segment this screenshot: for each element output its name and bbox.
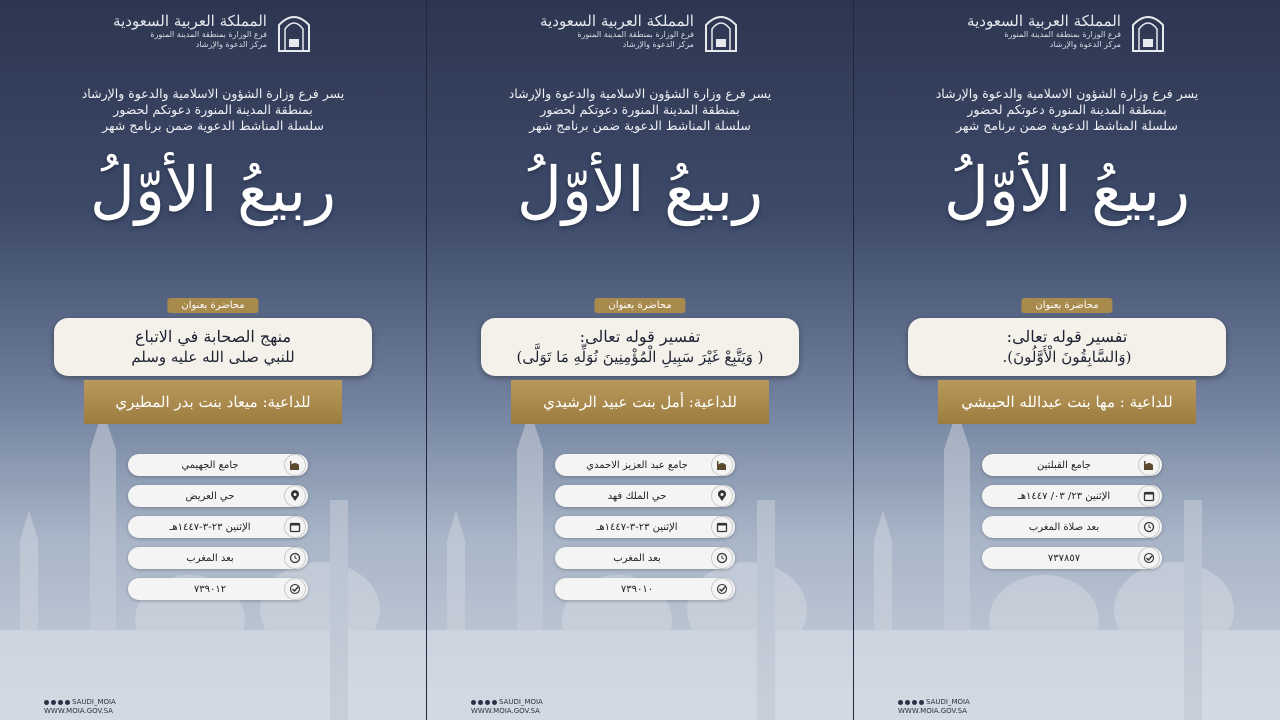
poster-1 [0, 0, 427, 720]
info-row-location: جامع القبلتين [982, 454, 1162, 476]
event-info-list [555, 454, 735, 609]
footer: SAUDI_MOIA WWW.MOIA.GOV.SA [898, 698, 970, 715]
info-row-code: ٧٣٧٨٥٧ [982, 547, 1162, 569]
info-row-date: الإثنين ٢٣-٣-١٤٤٧هـ [555, 516, 735, 538]
calendar-icon [1138, 485, 1160, 507]
mosque-icon [1138, 454, 1160, 476]
info-row-district: حي الملك فهد [555, 485, 735, 507]
checkmark-icon [711, 578, 733, 600]
info-row-time: بعد المغرب [555, 547, 735, 569]
clock-icon [1138, 516, 1160, 538]
invitation-text: يسر فرع وزارة الشؤون الاسلامية والدعوة والإرشاد بمنطقة المدينة المنورة دعوتكم لحضور سلسلة المناشط الدعوية ضمن برنامج شهر [508, 86, 772, 133]
program-title: ربيعُ الأوّلُ [943, 153, 1191, 226]
website-link[interactable]: WWW.MOIA.GOV.SA [898, 707, 967, 715]
branch-name: فرع الوزارة بمنطقة المدينة المنورة [150, 29, 267, 39]
footer: SAUDI_MOIA WWW.MOIA.GOV.SA [471, 698, 543, 715]
branch-name: فرع الوزارة بمنطقة المدينة المنورة [1004, 29, 1121, 39]
info-row-date: الإثنين ٢٣/ ٠٣/ ١٤٤٧هـ [982, 485, 1162, 507]
ministry-header [14, 6, 412, 56]
preacher-banner: للداعية: ميعاد بنت بدر المطيري [84, 380, 342, 424]
lecture-title-card: تفسير قوله تعالى: ( وَيَتَّبِعْ غَيْرَ سَبِيلِ الْمُؤْمِنِينَ نُوَلِّهِ مَا تَوَلَّى) [481, 318, 799, 376]
program-title: ربيعُ الأوّلُ [89, 153, 337, 226]
info-row-district: حي العريض [128, 485, 308, 507]
lecture-title-card: تفسير قوله تعالى: (وَالسَّابِقُونَ الْأَوَّلُونَ). [908, 318, 1226, 376]
footer: SAUDI_MOIA WWW.MOIA.GOV.SA [44, 698, 116, 715]
checkmark-icon [1138, 547, 1160, 569]
invitation-text: يسر فرع وزارة الشؤون الاسلامية والدعوة والإرشاد بمنطقة المدينة المنورة دعوتكم لحضور سلسلة المناشط الدعوية ضمن برنامج شهر [935, 86, 1199, 133]
ministry-logo-icon [275, 9, 313, 53]
clock-icon [711, 547, 733, 569]
kingdom-name: المملكة العربية السعودية [967, 11, 1121, 30]
kingdom-name: المملكة العربية السعودية [113, 11, 267, 30]
info-row-date: الإثنين ٢٣-٣-١٤٤٧هـ [128, 516, 308, 538]
mosque-icon [711, 454, 733, 476]
calendar-icon [711, 516, 733, 538]
center-name: مركز الدعوة والإرشاد [195, 39, 267, 49]
ministry-logo-icon [1129, 9, 1167, 53]
ministry-header [441, 6, 839, 56]
event-info-list [128, 454, 308, 609]
branch-name: فرع الوزارة بمنطقة المدينة المنورة [577, 29, 694, 39]
preacher-banner: للداعية : مها بنت عبدالله الحبيشي [938, 380, 1196, 424]
kingdom-name: المملكة العربية السعودية [540, 11, 694, 30]
info-row-code: ٧٣٩٠١٠ [555, 578, 735, 600]
lecture-label: محاضرة بعنوان [167, 298, 258, 313]
mosque-icon [284, 454, 306, 476]
info-row-time: بعد صلاة المغرب [982, 516, 1162, 538]
ministry-header [868, 6, 1266, 56]
website-link[interactable]: WWW.MOIA.GOV.SA [44, 707, 113, 715]
info-row-location: جامع الجهيمي [128, 454, 308, 476]
center-name: مركز الدعوة والإرشاد [622, 39, 694, 49]
info-row-code: ٧٣٩٠١٢ [128, 578, 308, 600]
info-row-time: بعد المغرب [128, 547, 308, 569]
calendar-icon [284, 516, 306, 538]
preacher-banner: للداعية: أمل بنت عبيد الرشيدي [511, 380, 769, 424]
poster-2 [427, 0, 854, 720]
event-info-list [982, 454, 1162, 578]
clock-icon [284, 547, 306, 569]
lecture-label: محاضرة بعنوان [594, 298, 685, 313]
program-title: ربيعُ الأوّلُ [516, 153, 764, 226]
location-pin-icon [284, 485, 306, 507]
center-name: مركز الدعوة والإرشاد [1049, 39, 1121, 49]
lecture-title-card: منهج الصحابة في الاتباع للنبي صلى الله عليه وسلم [54, 318, 372, 376]
checkmark-icon [284, 578, 306, 600]
info-row-location: جامع عبد العزيز الاحمدي [555, 454, 735, 476]
ministry-logo-icon [702, 9, 740, 53]
invitation-text: يسر فرع وزارة الشؤون الاسلامية والدعوة والإرشاد بمنطقة المدينة المنورة دعوتكم لحضور سلسلة المناشط الدعوية ضمن برنامج شهر [81, 86, 345, 133]
lecture-label: محاضرة بعنوان [1021, 298, 1112, 313]
website-link[interactable]: WWW.MOIA.GOV.SA [471, 707, 540, 715]
poster-3 [854, 0, 1280, 720]
location-pin-icon [711, 485, 733, 507]
